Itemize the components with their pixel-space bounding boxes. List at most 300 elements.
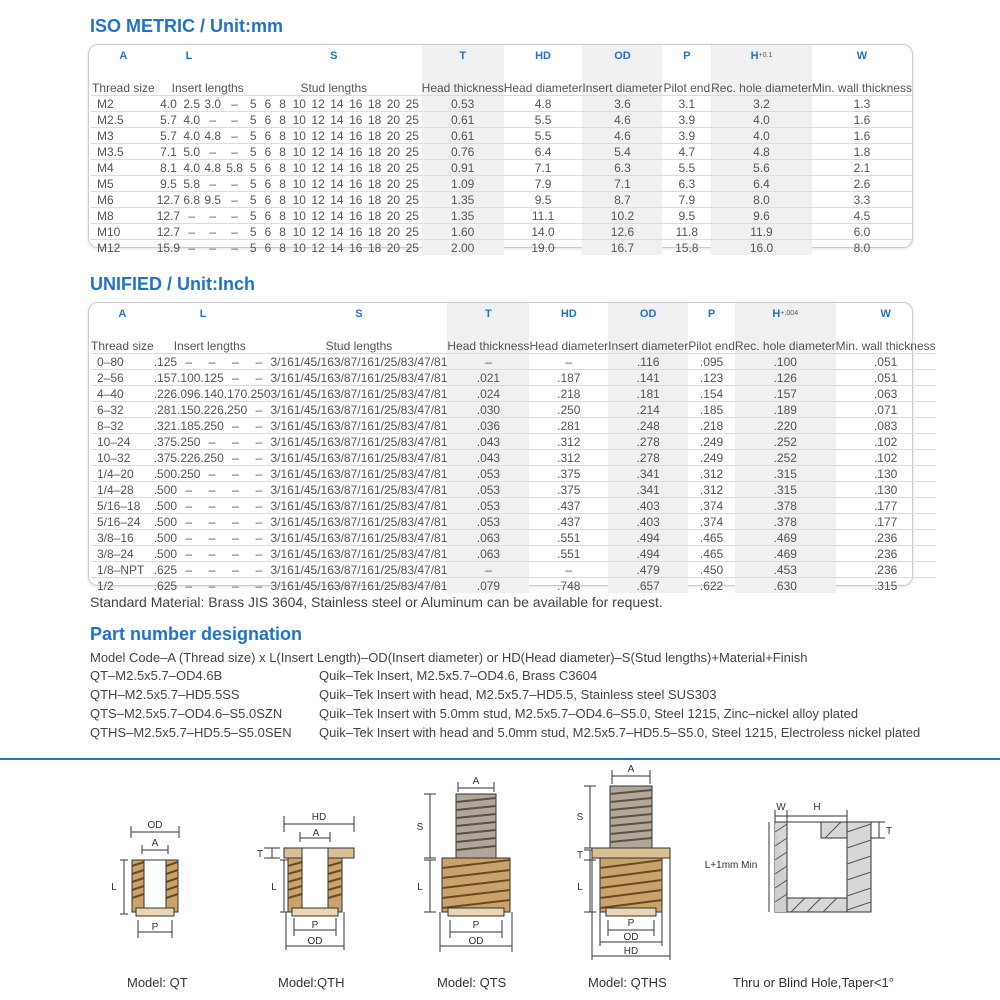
table-cell: – (200, 546, 223, 562)
table-cell: – (200, 354, 223, 370)
table-cell: 3/16 (270, 498, 294, 513)
table-cell: 14 (328, 192, 347, 208)
table-row (91, 466, 936, 482)
table-cell: .024 (447, 386, 529, 402)
table-cell: 1/2 (373, 402, 391, 417)
table-cell: .437 (529, 514, 608, 530)
table-cell: 20 (384, 144, 403, 160)
table-cell: .220 (735, 418, 836, 434)
table-cell: .116 (608, 354, 688, 370)
qth-od-label: OD (307, 936, 323, 947)
table-cell: 3/8 (333, 418, 351, 433)
material-note: Standard Material: Brass JIS 3604, Stainless steel or Aluminum can be available for request. (90, 594, 663, 610)
table-cell: 1/4 (293, 578, 311, 593)
table-row (91, 514, 936, 530)
table-cell: 10 (290, 160, 309, 176)
thread-size-cell: M5 (91, 176, 156, 192)
table-cell: 1 (440, 386, 448, 401)
table-cell: .177 (836, 514, 936, 530)
table-cell: 0.76 (422, 144, 504, 160)
table-cell: 5/8 (390, 482, 408, 497)
qts-l-label: L (417, 882, 423, 893)
table-cell: 7/8 (424, 578, 441, 593)
table-cell: – (177, 498, 200, 514)
table-cell: 12 (309, 176, 328, 192)
table-cell: 8 (275, 240, 290, 256)
table-cell: 25 (403, 112, 422, 128)
table-cell: 1/4 (293, 514, 311, 529)
table-cell: 1 (440, 546, 448, 561)
table-cell: 2.1 (812, 160, 912, 176)
table-cell: 6 (261, 160, 276, 176)
col-letter-l: L (185, 50, 193, 62)
table-cell: .315 (735, 482, 836, 498)
table-cell: 3/16 (270, 434, 294, 449)
table-cell: 5/16 (310, 530, 334, 545)
table-row (91, 224, 912, 240)
table-cell: 1/4 (293, 562, 311, 577)
table-cell: .053 (447, 498, 529, 514)
table-cell: 14.0 (504, 224, 583, 240)
thread-size-cell: M8 (91, 208, 156, 224)
col-letter-h-text: H (772, 308, 781, 320)
table-cell: 3/8 (333, 402, 351, 417)
col-name-pilot-end: Pilot end (688, 339, 735, 353)
table-cell: .250 (177, 466, 201, 481)
table-cell: 16 (346, 240, 365, 256)
table-cell: 3.1 (662, 96, 711, 112)
table-cell: 5/16 (310, 370, 334, 385)
qth-t-label: T (256, 849, 264, 860)
table-cell: 3/4 (407, 546, 425, 561)
col-name-insert-lengths: Insert lengths (171, 81, 244, 95)
thread-size-cell: 1/4–20 (91, 466, 154, 482)
table-cell: .157 (153, 370, 178, 385)
table-cell: 5.7 (156, 112, 182, 128)
col-letter-h-tolerance: +0.1 (758, 52, 773, 59)
col-name-rec-hole-diameter: Rec. hole diameter (735, 325, 836, 354)
table-cell: – (181, 208, 202, 224)
qt-body (132, 860, 178, 916)
table-cell: .214 (608, 402, 688, 418)
table-cell: 20 (384, 240, 403, 256)
unified-spec-table (91, 303, 936, 593)
table-cell: 10 (290, 192, 309, 208)
table-cell: 5 (246, 96, 261, 112)
hole-t-label: T (885, 826, 893, 837)
table-cell: 6 (261, 176, 276, 192)
col-letter-h (711, 45, 812, 67)
table-cell: 3.9 (662, 112, 711, 128)
col-name-thread-size: Thread size (91, 81, 155, 95)
table-cell: 6 (261, 96, 276, 112)
col-letter-w: W (856, 50, 868, 62)
table-cell: 3/16 (270, 418, 294, 433)
table-cell: 16 (346, 144, 365, 160)
table-cell: 3/4 (407, 530, 425, 545)
table-cell: – (223, 224, 246, 240)
table-cell: .494 (608, 546, 688, 562)
table-cell: 3/8 (333, 530, 351, 545)
table-cell: 1/2 (373, 418, 391, 433)
qt-drawing (100, 762, 210, 962)
table-cell: 3/8 (333, 482, 351, 497)
table-cell: .053 (447, 466, 529, 482)
thread-size-cell: M12 (91, 240, 156, 256)
thread-size-cell: M10 (91, 224, 156, 240)
table-cell: .250 (247, 386, 271, 401)
table-cell: – (247, 434, 270, 450)
thread-size-cell: 0–80 (91, 354, 154, 370)
table-cell: .625 (153, 562, 178, 577)
table-cell: 5 (246, 160, 261, 176)
table-cell: 10 (290, 128, 309, 144)
table-cell: 5.5 (504, 128, 583, 144)
table-cell: .341 (608, 466, 688, 482)
iso-table-panel (88, 44, 913, 255)
thread-size-cell: 5/16–24 (91, 514, 154, 530)
table-row (91, 370, 936, 386)
table-cell: 8 (275, 176, 290, 192)
table-cell: 3/8 (333, 386, 351, 401)
table-cell: 1.60 (422, 224, 504, 240)
table-cell: .226 (153, 386, 178, 401)
table-cell: 10 (290, 96, 309, 112)
col-letter-t: T (422, 45, 504, 67)
table-cell: .130 (836, 466, 936, 482)
table-cell: .125 (200, 370, 224, 385)
table-cell: 20 (384, 176, 403, 192)
table-cell: 7/16 (350, 482, 374, 497)
table-cell: – (202, 112, 223, 128)
table-cell: 12 (309, 224, 328, 240)
table-cell: 5/8 (390, 370, 408, 385)
part-description: Quik–Tek Insert, M2.5x5.7–OD4.6, Brass C3604 (319, 668, 598, 683)
table-cell: .030 (447, 402, 529, 418)
table-cell: 5/8 (390, 386, 408, 401)
col-letter-s: S (330, 50, 338, 62)
table-cell: 11.1 (504, 208, 583, 224)
table-cell: .657 (608, 578, 688, 594)
table-cell: .551 (529, 530, 608, 546)
table-cell: 12 (309, 128, 328, 144)
table-cell: 6.4 (711, 176, 812, 192)
table-cell: 1.3 (812, 96, 912, 112)
table-cell: 14 (328, 176, 347, 192)
table-cell: 7/16 (350, 386, 374, 401)
table-cell: 5.0 (181, 144, 202, 160)
table-cell: 14 (328, 224, 347, 240)
table-cell: 6 (261, 240, 276, 256)
table-cell: 7/16 (350, 354, 374, 369)
table-cell: 3/4 (407, 578, 425, 593)
table-cell: 7/16 (350, 418, 374, 433)
table-cell: 8 (275, 224, 290, 240)
table-cell: 1/2 (373, 354, 391, 369)
table-cell: .236 (836, 562, 936, 578)
table-cell: 18 (365, 208, 384, 224)
section-divider (0, 758, 1000, 760)
table-cell: .043 (447, 450, 529, 466)
table-cell: – (247, 514, 270, 530)
table-cell: .378 (735, 514, 836, 530)
table-cell: 14 (328, 112, 347, 128)
table-cell: .187 (529, 370, 608, 386)
thread-size-cell: 8–32 (91, 418, 154, 434)
table-cell: – (202, 176, 223, 192)
thread-size-cell: 1/4–28 (91, 482, 154, 498)
table-cell: 6.3 (582, 160, 662, 176)
table-cell: 16.7 (582, 240, 662, 256)
table-cell: 25 (403, 144, 422, 160)
table-cell: .500 (153, 498, 178, 513)
table-cell: – (247, 578, 270, 594)
table-cell: 7/16 (350, 402, 374, 417)
col-letter-od: OD (582, 45, 662, 67)
table-cell: 0.61 (422, 112, 504, 128)
table-cell: 18 (365, 144, 384, 160)
part-code: QTS–M2.5x5.7–OD4.6–S5.0SZN (90, 706, 283, 721)
table-cell: 7/16 (350, 578, 374, 593)
table-cell: .079 (447, 578, 529, 594)
table-cell: – (200, 530, 223, 546)
table-cell: .181 (608, 386, 688, 402)
table-cell: 3/16 (270, 546, 294, 561)
table-cell: 25 (403, 96, 422, 112)
table-cell: – (202, 144, 223, 160)
table-row (91, 530, 936, 546)
table-cell: .036 (447, 418, 529, 434)
unified-table-panel (88, 302, 936, 593)
table-cell: 19.0 (504, 240, 583, 256)
table-cell: 10 (290, 144, 309, 160)
table-cell: 3/8 (333, 450, 351, 465)
table-cell: – (177, 546, 200, 562)
table-cell: 4.6 (582, 112, 662, 128)
table-cell: 20 (384, 192, 403, 208)
table-cell: 11.9 (711, 224, 812, 240)
col-letter-h-text: H (750, 50, 759, 62)
thread-size-cell: M2.5 (91, 112, 156, 128)
table-cell: – (200, 578, 223, 594)
table-cell: .453 (735, 562, 836, 578)
table-cell: .500 (153, 514, 178, 529)
table-cell: 12 (309, 144, 328, 160)
table-row (91, 482, 936, 498)
table-cell: 5/8 (390, 578, 408, 593)
table-row (91, 240, 912, 256)
part-number-title: Part number designation (90, 624, 303, 644)
table-row (91, 402, 936, 418)
table-cell: 5/16 (310, 562, 334, 577)
table-cell: 10 (290, 112, 309, 128)
table-cell: – (200, 498, 223, 514)
table-cell: 12 (309, 208, 328, 224)
qts-body (442, 858, 510, 916)
table-cell: 5.7 (156, 128, 182, 144)
table-cell: 12 (309, 160, 328, 176)
qths-od-label: OD (623, 932, 639, 943)
table-cell: 2.6 (812, 176, 912, 192)
col-name-head-thickness: Head thickness (422, 67, 504, 96)
table-cell: 7/8 (424, 466, 441, 481)
table-cell: 7/8 (424, 370, 441, 385)
table-cell: .403 (608, 498, 688, 514)
table-cell: 20 (384, 160, 403, 176)
qths-s-label: S (576, 812, 584, 823)
table-cell: 1 (440, 434, 448, 449)
table-row (91, 160, 912, 176)
table-cell: – (177, 514, 200, 530)
table-cell: – (223, 96, 246, 112)
table-cell: – (177, 562, 200, 578)
table-cell: 1 (440, 578, 448, 593)
col-name-insert-diameter: Insert diameter (608, 325, 688, 354)
table-cell: 1 (440, 466, 448, 481)
table-cell: – (247, 370, 270, 386)
table-cell: – (224, 482, 247, 498)
table-cell: .312 (529, 450, 608, 466)
table-cell: 1/2 (373, 386, 391, 401)
model-qts-caption: Model: QTS (437, 975, 507, 990)
table-cell: 5/16 (310, 466, 334, 481)
table-cell: 5/16 (310, 498, 334, 513)
table-cell: – (224, 466, 247, 482)
table-row (91, 192, 912, 208)
table-cell: 1/4 (293, 530, 311, 545)
table-cell: 25 (403, 192, 422, 208)
table-cell: 5 (246, 208, 261, 224)
table-cell: .063 (447, 530, 529, 546)
table-cell: .170 (223, 386, 248, 401)
table-cell: – (223, 144, 246, 160)
table-cell: .043 (447, 434, 529, 450)
thread-size-cell: 4–40 (91, 386, 154, 402)
table-cell: .281 (153, 402, 178, 417)
table-cell: 25 (403, 176, 422, 192)
col-letter-h-tolerance: +.004 (780, 310, 799, 317)
table-cell: 4.8 (711, 144, 812, 160)
table-cell: .278 (608, 434, 688, 450)
table-cell: 10 (290, 208, 309, 224)
table-cell: 3/8 (333, 354, 351, 369)
table-cell: 3/4 (407, 482, 425, 497)
table-cell: .140 (200, 386, 224, 401)
table-cell: 10 (290, 224, 309, 240)
table-cell: 4.8 (202, 128, 223, 144)
table-cell: 5 (246, 112, 261, 128)
table-cell: 3/8 (333, 498, 351, 513)
part-description: Quik–Tek Insert with head and 5.0mm stud, M2.5x5.7–HD5.5–S5.0, Steel 1215, Electroless nickel plated (319, 725, 921, 740)
col-letter-hd: HD (560, 308, 577, 320)
table-cell: – (200, 514, 223, 530)
table-cell: 5/16 (310, 386, 334, 401)
table-cell: 1/2 (373, 466, 391, 481)
table-cell: 8 (275, 128, 290, 144)
qts-s-label: S (416, 822, 424, 833)
table-cell: 20 (384, 112, 403, 128)
table-cell: 4.8 (202, 160, 223, 176)
table-cell: – (224, 578, 247, 594)
table-cell: .551 (529, 546, 608, 562)
col-letter-l: L (199, 308, 207, 320)
table-cell: 7/16 (350, 370, 374, 385)
table-cell: 1/4 (293, 354, 311, 369)
table-cell: 15.8 (662, 240, 711, 256)
table-cell: 1 (440, 450, 448, 465)
table-cell: 5/8 (390, 450, 408, 465)
table-cell: 3/4 (407, 386, 425, 401)
table-cell: 1.35 (422, 208, 504, 224)
table-cell: 16 (346, 160, 365, 176)
table-cell: 8 (275, 208, 290, 224)
table-cell: 5 (246, 176, 261, 192)
table-cell: 10 (290, 240, 309, 256)
table-cell: – (247, 546, 270, 562)
table-cell: 7.9 (504, 176, 583, 192)
qt-od-label: OD (147, 820, 163, 831)
col-name-rec-hole-diameter: Rec. hole diameter (711, 67, 812, 96)
qth-drawing (250, 762, 370, 962)
table-cell: .375 (153, 434, 178, 449)
table-cell: 1/4 (293, 370, 311, 385)
table-cell: – (247, 562, 270, 578)
table-cell: – (181, 224, 202, 240)
table-cell: 5/8 (390, 514, 408, 529)
table-cell: 3/4 (407, 402, 425, 417)
hole-drawing (695, 762, 905, 962)
table-cell: .403 (608, 514, 688, 530)
table-cell: .494 (608, 530, 688, 546)
table-cell: 1 (440, 514, 448, 529)
table-cell: – (247, 418, 270, 434)
thread-size-cell: 1/8–NPT (91, 562, 154, 578)
table-row (91, 144, 912, 160)
table-row (91, 418, 936, 434)
table-cell: 7/8 (424, 354, 441, 369)
table-cell: 0.91 (422, 160, 504, 176)
table-cell: 7.1 (504, 160, 583, 176)
table-cell: – (224, 434, 247, 450)
table-cell: 7/16 (350, 434, 374, 449)
table-cell: 7/8 (424, 402, 441, 417)
table-cell: 5 (246, 144, 261, 160)
model-qth-caption: Model:QTH (278, 975, 345, 990)
table-cell: .130 (836, 482, 936, 498)
model-qt-caption: Model: QT (127, 975, 188, 990)
table-cell: 1 (440, 562, 448, 577)
table-cell: 5 (246, 224, 261, 240)
table-cell: .312 (688, 466, 735, 482)
table-cell: 9.5 (504, 192, 583, 208)
table-cell: – (447, 354, 529, 370)
table-cell: .469 (735, 530, 836, 546)
table-cell: 5/8 (390, 530, 408, 545)
table-cell: – (529, 562, 608, 578)
table-cell: .096 (177, 386, 201, 401)
table-cell: 1 (440, 530, 448, 545)
table-cell: 1.6 (812, 128, 912, 144)
table-cell: 1 (440, 418, 448, 433)
table-cell: – (177, 482, 200, 498)
qts-p-label: P (472, 920, 480, 931)
table-cell: 8.7 (582, 192, 662, 208)
table-cell: 1 (440, 402, 448, 417)
qth-a-label: A (312, 828, 320, 839)
table-cell: .236 (836, 546, 936, 562)
table-cell: 12.7 (156, 224, 181, 239)
table-cell: 12 (309, 96, 328, 112)
